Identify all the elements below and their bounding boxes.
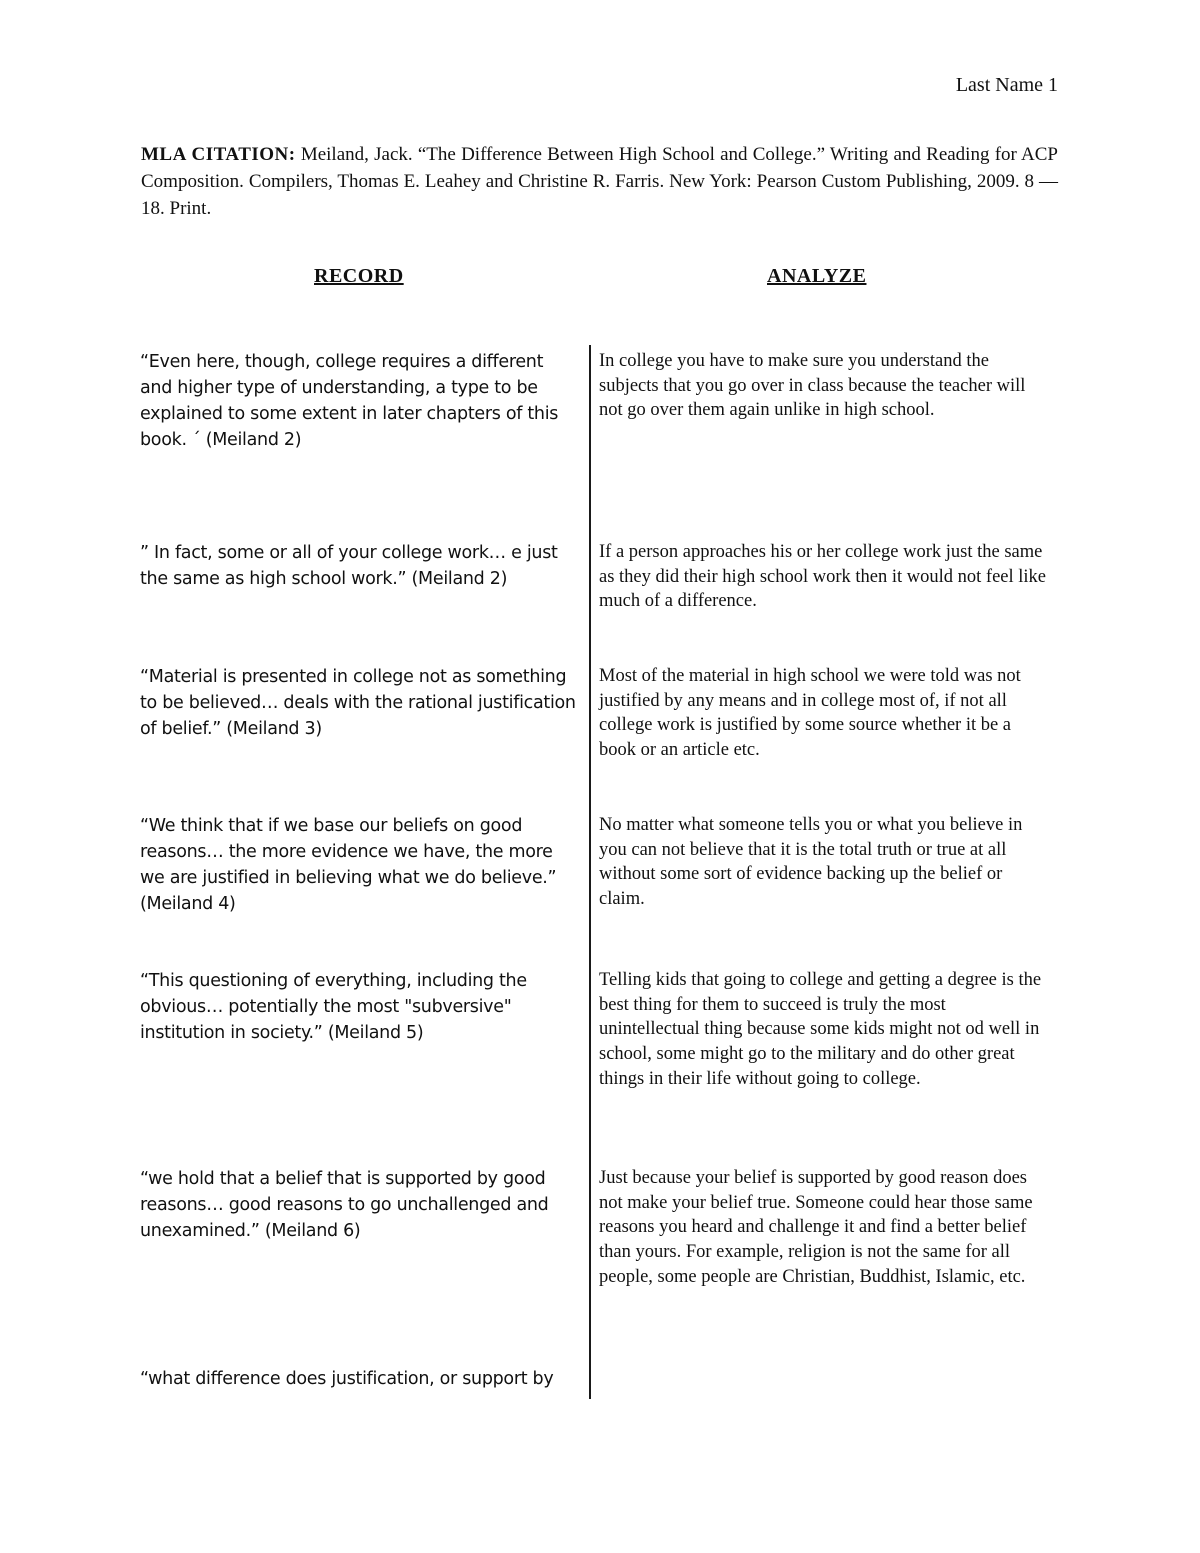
analyze-entry-4: No matter what someone tells you or what you believe in you can not believe that it is the total truth or true at all without some sort of evidence backing up the belief or claim. (599, 815, 1023, 910)
analyze-entry-2: If a person approaches his or her college work just the same as they did their high school work then it would not feel like much of a difference. (599, 542, 1046, 612)
page-header-last-name: Last Name 1 (955, 74, 1058, 96)
record-column-heading: RECORD (314, 265, 404, 287)
record-entry-5: “This questioning of everything, including the obvious… potentially the most "subversive" institution in society.” (Meiland 5) (140, 971, 527, 1043)
record-entry-2: ” In fact, some or all of your college work… e just the same as high school work.” (Meiland 2) (140, 543, 558, 589)
record-entry-1: “Even here, though, college requires a different and higher type of understanding, a type to be explained to some extent in later chapters of this book. ´ (Meiland 2) (140, 352, 559, 450)
analyze-entry-1: In college you have to make sure you understand the subjects that you go over in class because the teacher will not go over them again unlike in high school. (599, 351, 1026, 421)
column-divider (589, 345, 591, 1399)
citation-label: MLA CITATION: (141, 144, 296, 165)
analyze-entry-6: Just because your belief is supported by good reason does not make your belief true. Someone could hear those same reasons you heard and challenge it and find a better belief than yours. For example, religion is not the same for all people, some people are Christian, Buddhist, Islamic, etc. (599, 1168, 1033, 1287)
record-entry-4: “We think that if we base our beliefs on good reasons… the more evidence we have, the more we are justified in believing what we do believe.” (Meiland 4) (140, 816, 557, 914)
record-entry-3: “Material is presented in college not as something to be believed… deals with the rational justification of belief.” (Meiland 3) (140, 667, 576, 739)
record-entry-6: “we hold that a belief that is supported by good reasons… good reasons to go unchallenged and unexamined.” (Meiland 6) (140, 1169, 549, 1241)
analyze-column-heading: ANALYZE (767, 265, 867, 287)
mla-citation (141, 141, 1058, 222)
analyze-entry-5: Telling kids that going to college and getting a degree is the best thing for them to succeed is truly the most unintellectual thing because some kids might not od well in school, some might go to the military and do other great things in their life without going to college. (599, 970, 1042, 1089)
analyze-entry-3: Most of the material in high school we were told was not justified by any means and in college most of, if not all college work is justified by some source whether it be a book or an article etc. (599, 666, 1021, 761)
citation-text: Meiland, Jack. “The Difference Between High School and College.” Writing and Reading for ACP Composition. Compilers, Thomas E. Leahey and Christine R. Farris. New York: Pearson Custom Publishing, 2009. 8 —18. Print. (141, 144, 1058, 219)
record-entry-7: “what difference does justification, or support by (140, 1369, 554, 1389)
